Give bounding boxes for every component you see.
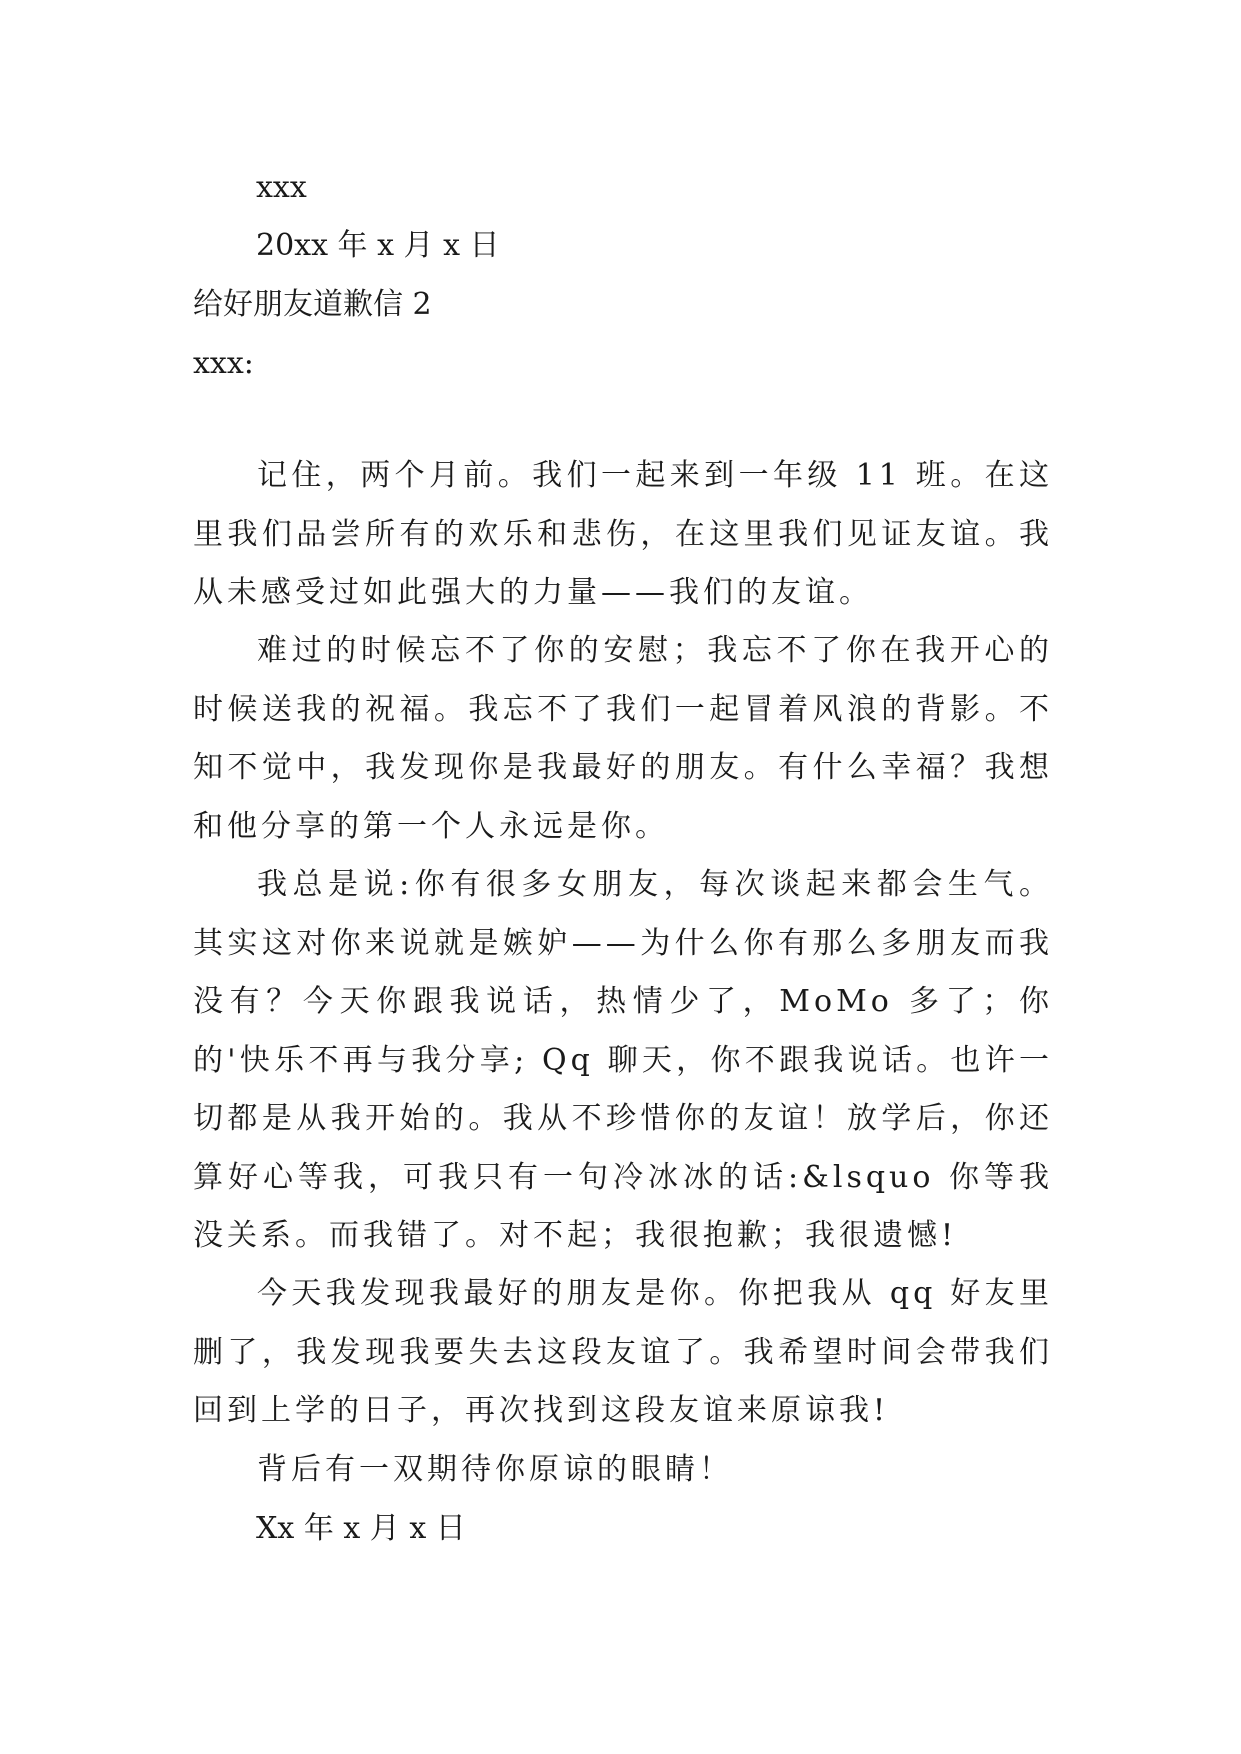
body-paragraph: 记住，两个月前。我们一起来到一年级 11 班。在这里我们品尝所有的欢乐和悲伤，在这里我们见证友谊。我从未感受过如此强大的力量——我们的友谊。 — [193, 458, 1053, 610]
date-text: 20xx 年 x 月 x 日 — [256, 228, 500, 263]
salutation-text: xxx: — [193, 346, 254, 381]
body-paragraph: 今天我发现我最好的朋友是你。你把我从 qq 好友里删了，我发现我要失去这段友谊了。我希望时间会带我们回到上学的日子，再次找到这段友谊来原谅我! — [193, 1276, 1053, 1428]
body-paragraph: 背后有一双期待你原谅的眼睛！ — [257, 1452, 733, 1487]
letter-title: 给好朋友道歉信 2 — [193, 287, 432, 322]
body-paragraph: 难过的时候忘不了你的安慰；我忘不了你在我开心的时候送我的祝福。我忘不了我们一起冒着风浪的背影。不知不觉中，我发现你是我最好的朋友。有什么幸福？我想和他分享的第一个人永远是你。 — [193, 633, 1053, 844]
body-paragraph: 我总是说:你有很多女朋友，每次谈起来都会生气。其实这对你来说就是嫉妒——为什么你有那么多朋友而我没有？今天你跟我说话，热情少了，MoMo 多了；你的'快乐不再与我分享; Qq 聊天，你不跟我说话。也许一切都是从我开始的。我从不珍惜你的友谊！放学后，你还算好心等我，可我只有一句冷冰冰的话:&lsquo 你等我没关系。而我错了。对不起；我很抱歉；我很遗憾! — [193, 867, 1053, 1253]
closing-date-text: Xx 年 x 月 x 日 — [256, 1511, 466, 1546]
signature-text: xxx — [256, 170, 307, 205]
